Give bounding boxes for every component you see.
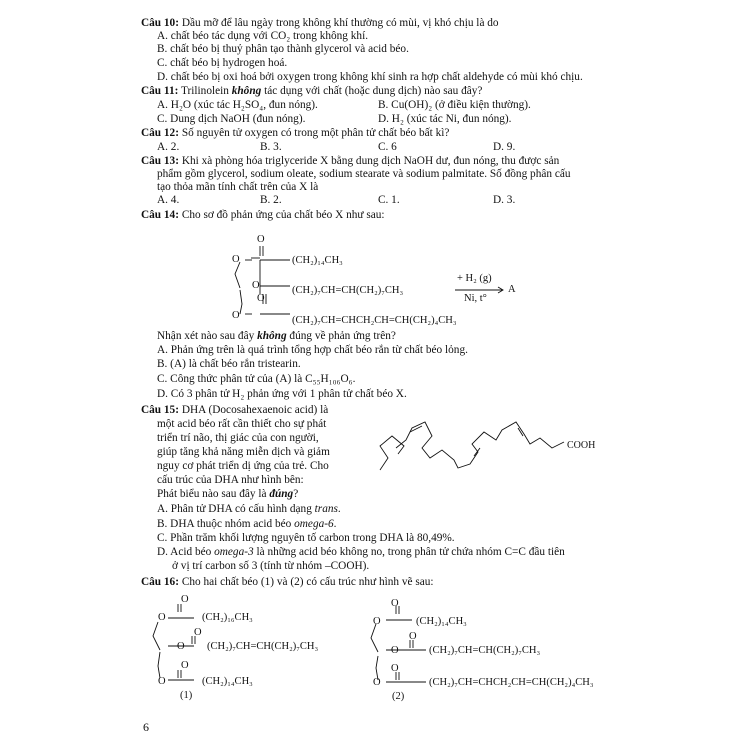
ester-oxygen-1: O [232, 254, 240, 265]
question-15-line: triển trí não, thị giác của con người, [157, 432, 319, 444]
question-label: Câu 11: [141, 85, 179, 97]
q15-option-b [157, 518, 336, 531]
q15-option-c: C. Phần trăm khối lượng nguyên tố carbon trong DHA là 80,49%. [157, 532, 455, 544]
question-text: tác dụng với chất (hoặc dung dịch) nào sau đây? [264, 85, 483, 97]
option-keyword: omega-3 [214, 546, 254, 558]
carbonyl-oxygen-1: O [257, 234, 265, 245]
fat-1-chain-1: (CH₂)₁₆CH₃ [202, 612, 253, 623]
question-label: Câu 16: [141, 576, 179, 588]
option-text: . [337, 503, 341, 515]
q10-option-c: C. chất béo bị hydrogen hoá. [157, 57, 288, 69]
option-text: B. DHA thuộc nhóm acid béo [157, 518, 292, 530]
fat-2-tag: (2) [392, 691, 405, 702]
question-text: Cho hai chất béo (1) và (2) có cấu trúc như hình vẽ sau: [181, 576, 434, 588]
q10-option-b: B. chất béo bị thuỷ phân tạo thành glycerol và acid béo. [157, 43, 409, 55]
question-keyword: không [231, 85, 262, 97]
ester-oxygen-3: O [232, 310, 240, 321]
q13-option-b: B. 2. [260, 194, 282, 206]
option-text: A. Phân tử DHA có cấu hình dạng [157, 503, 312, 515]
q14-option-a: A. Phản ứng trên là quá trình tổng hợp chất béo rắn từ chất béo lỏng. [157, 344, 468, 356]
question-keyword: không [257, 330, 287, 342]
q11-option-d: D. H₂ (xúc tác Ni, đun nóng). [378, 113, 512, 125]
fat-2-chain-2: (CH₂)₇CH=CH(CH₂)₇CH₃ [429, 645, 541, 656]
q11-option-b: B. Cu(OH)₂ (ở điều kiện thường). [378, 99, 531, 111]
fat-1-carbonyl-oxygen: O [194, 627, 202, 638]
fat-1-tag: (1) [180, 690, 193, 701]
fat-2-ester-oxygen: O [373, 677, 381, 688]
q12-option-b: B. 3. [260, 141, 282, 153]
question-15-line: giúp tăng khả năng miễn dịch và giảm [157, 446, 330, 458]
question-text: Dầu mỡ để lâu ngày trong không khí thường có mùi, vị khó chịu là do [181, 17, 499, 29]
question-text: Phát biểu nào sau đây là [157, 488, 267, 500]
q10-option-a: A. chất béo tác dụng với CO₂ trong không khí. [157, 30, 369, 42]
fat-1-chain-3: (CH₂)₁₄CH₃ [202, 676, 253, 687]
option-text: . [333, 518, 337, 530]
dha-cooh-label: COOH [567, 440, 596, 451]
q11-option-c: C. Dung dịch NaOH (đun nóng). [157, 113, 306, 125]
question-label: Câu 14: [141, 209, 179, 221]
question-text: Nhận xét nào sau đây [157, 330, 255, 342]
question-15-line: cấu trúc của DHA như hình bên: [157, 474, 304, 486]
q14-option-c: C. Công thức phân tử của (A) là C₅₅H₁₀₆O₆. [157, 373, 356, 385]
ester-oxygen-2: O [252, 280, 260, 291]
q13-option-d: D. 3. [493, 194, 516, 206]
q11-option-a: A. H₂O (xúc tác H₂SO₄, đun nóng). [157, 99, 318, 111]
fat-2-chain-1: (CH₂)₁₄CH₃ [416, 616, 467, 627]
q13-option-c: C. 1. [378, 194, 400, 206]
q13-option-a: A. 4. [157, 194, 180, 206]
fat-2-carbonyl-oxygen: O [391, 663, 399, 674]
q12-option-d: D. 9. [493, 141, 516, 153]
q12-option-c: C. 6 [378, 141, 397, 153]
chain-3: (CH₂)₇CH=CHCH₂CH=CH(CH₂)₄CH₃ [292, 315, 457, 326]
fat-1-carbonyl-oxygen: O [181, 660, 189, 671]
q12-option-a: A. 2. [157, 141, 180, 153]
fat-2-chain-3: (CH₂)₇CH=CHCH₂CH=CH(CH₂)₄CH₃ [429, 677, 594, 688]
q15-option-d-line2: ở vị trí carbon số 3 (tính từ nhóm –COOH). [172, 560, 370, 572]
product-a: A [508, 284, 516, 295]
fat-1-ester-oxygen: O [158, 612, 166, 623]
q10-option-d: D. chất béo bị oxi hoá bởi oxygen trong không khí sinh ra hợp chất aldehyde có mùi khó chịu. [157, 71, 583, 83]
carbonyl-oxygen-2: O [257, 293, 265, 304]
fat-1-ester-oxygen: O [158, 676, 166, 687]
reagent-top: + H₂ (g) [457, 273, 492, 284]
ester-bonds [240, 250, 300, 330]
question-keyword: đúng [269, 488, 294, 500]
fat-2-carbonyl-oxygen: O [409, 631, 417, 642]
question-text: Số nguyên tử oxygen có trong một phân tử chất béo bất kì? [181, 127, 450, 139]
reagent-bottom: Ni, t° [464, 293, 487, 304]
option-text: là những acid béo không no, trong phân tử chứa nhóm C=C đầu tiên [256, 546, 565, 558]
question-text: Khi xà phòng hóa triglyceride X bằng dung dịch NaOH dư, đun nóng, thu được sản [181, 155, 560, 167]
chain-2: (CH₂)₇CH=CH(CH₂)₇CH₃ [292, 285, 404, 296]
question-text: ? [293, 488, 299, 500]
question-13-stem [141, 155, 559, 168]
option-text: D. Acid béo [157, 546, 212, 558]
question-label: Câu 13: [141, 155, 179, 167]
question-13-line2: phẩm gồm glycerol, sodium oleate, sodium stearate và sodium palmitate. Số đồng phân cấu [157, 168, 571, 180]
page-number: 6 [143, 720, 149, 734]
q15-option-d [157, 546, 565, 559]
q14-option-d: D. Có 3 phân tử H₂ phản ứng với 1 phân tử chất béo X. [157, 388, 407, 400]
question-15-stem2 [157, 488, 298, 501]
question-text: Trilinolein [180, 85, 229, 97]
question-15-stem [141, 404, 328, 417]
option-keyword: omega-6 [294, 518, 334, 530]
q14-option-b: B. (A) là chất béo rắn tristearin. [157, 358, 301, 370]
fat-2-ester-oxygen: O [373, 616, 381, 627]
question-label: Câu 10: [141, 17, 179, 29]
question-14-stem2 [157, 330, 396, 343]
fat-1-ester-oxygen: O [177, 641, 185, 652]
question-10-stem [141, 17, 499, 30]
question-11-stem [141, 85, 482, 98]
question-15-line: nguy cơ phát triển dị ứng của trẻ. Cho [157, 460, 329, 472]
question-text: đúng về phản ứng trên? [289, 330, 396, 342]
question-14-stem [141, 209, 385, 222]
question-text: DHA (Docosahexaenoic acid) là [181, 404, 329, 416]
question-text: Cho sơ đồ phản ứng của chất béo X như sau: [181, 209, 385, 221]
chain-1: (CH₂)₁₄CH₃ [292, 255, 343, 266]
question-label: Câu 12: [141, 127, 179, 139]
question-13-line3: tạo thỏa mãn tính chất trên của X là [157, 181, 319, 193]
question-16-stem [141, 576, 434, 589]
fat-1-chain-2: (CH₂)₇CH=CH(CH₂)₇CH₃ [207, 641, 319, 652]
fat-2-carbonyl-oxygen: O [391, 598, 399, 609]
question-label: Câu 15: [141, 404, 179, 416]
fat-2-ester-oxygen: O [391, 645, 399, 656]
q15-option-a [157, 503, 341, 516]
fat-1-carbonyl-oxygen: O [181, 594, 189, 605]
option-keyword: trans [314, 503, 338, 515]
dha-structure [370, 412, 600, 482]
question-15-line: một acid béo rất cần thiết cho sự phát [157, 418, 327, 430]
question-12-stem [141, 127, 449, 140]
